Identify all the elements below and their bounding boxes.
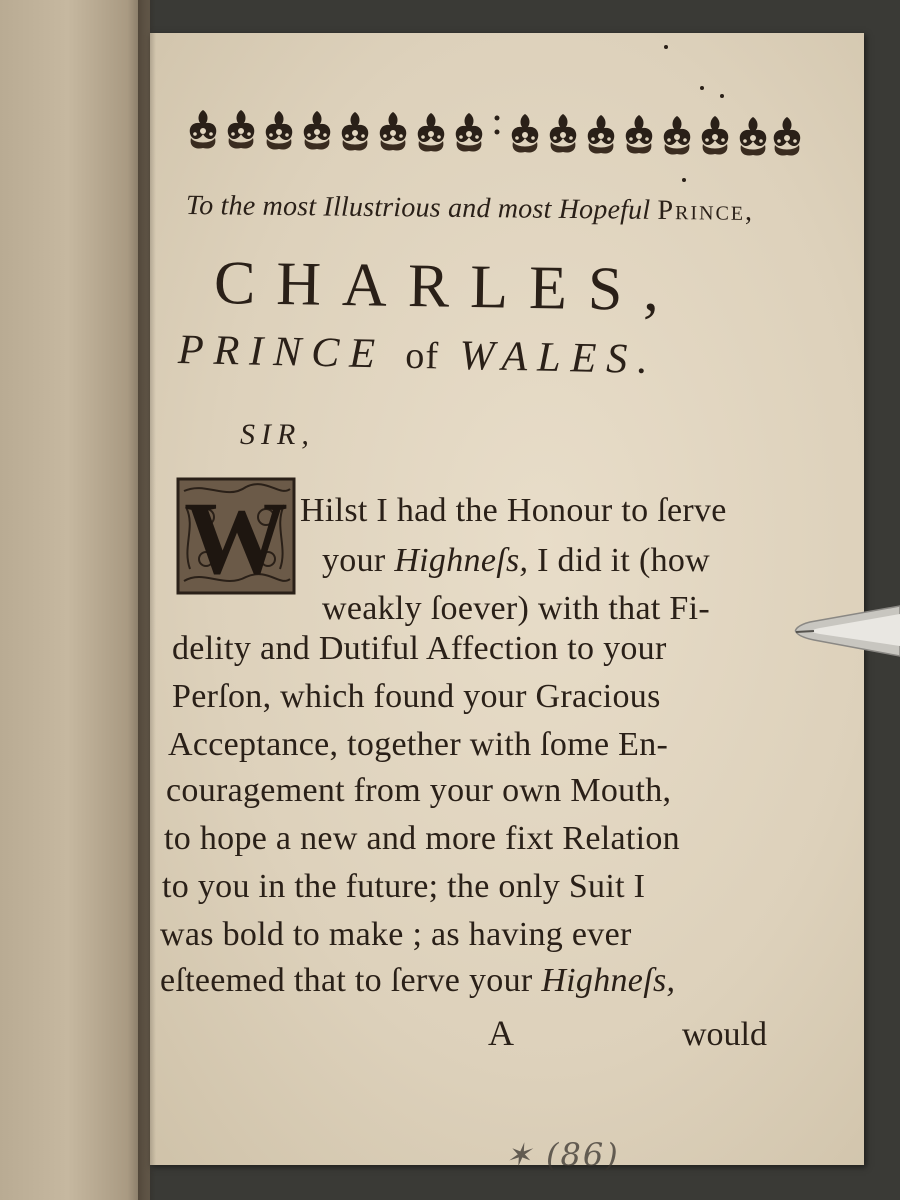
ink-speck <box>720 94 724 98</box>
title-wales: WALES. <box>459 332 659 384</box>
pencil-annotation: ✶ (86) <box>505 1136 620 1174</box>
body-line-10: was bold to make ; as having ever <box>160 916 632 953</box>
dedication-prince: Prince, <box>657 194 755 227</box>
body-line-7: couragement from your own Mouth, <box>166 772 672 809</box>
body-line-5: Perſon, which found your Gracious <box>172 678 661 715</box>
body-line-2-prefix: your <box>322 542 395 579</box>
body-line-2 <box>322 542 710 580</box>
body-line-2-suffix: I did it (how <box>528 542 711 579</box>
pointer-needle-icon <box>790 598 900 664</box>
body-line-3: weakly ſoever) with that Fi- <box>322 590 710 627</box>
body-line-11-prefix: eſteemed that to ſerve your <box>160 962 542 999</box>
salutation: SIR, <box>240 418 315 451</box>
body-line-6: Acceptance, together with ſome En- <box>168 726 669 763</box>
title-prince: PRINCE <box>177 327 386 378</box>
name-heading: CHARLES, <box>213 249 681 325</box>
body-line-4: delity and Dutiful Affection to your <box>172 630 667 667</box>
body-line-11-italic: Highneſs, <box>541 962 676 999</box>
dedication-line <box>186 190 754 228</box>
body-line-9: to you in the future; the only Suit I <box>162 868 646 905</box>
body-line-2-italic: Highneſs, <box>394 542 529 579</box>
dedication-prefix: To the most Illustrious and most Hopeful <box>185 190 651 226</box>
ink-speck <box>664 45 668 49</box>
fleuron-icon <box>185 98 805 162</box>
title-of: of <box>404 334 440 378</box>
ink-speck <box>682 178 686 182</box>
title-line <box>177 326 658 384</box>
body-line-8: to hope a new and more fixt Relation <box>164 820 680 857</box>
decorated-initial <box>176 477 296 595</box>
dropcap-letter: W <box>184 481 288 595</box>
catchword: would <box>682 1016 767 1053</box>
ink-speck <box>700 86 704 90</box>
gutter-shadow <box>138 0 156 1200</box>
left-page <box>0 0 150 1200</box>
body-line-11 <box>160 962 675 1000</box>
signature-mark: A <box>488 1013 514 1053</box>
fleuron-ornament-band <box>185 98 805 162</box>
body-line-1: Hilst I had the Honour to ſerve <box>300 492 727 529</box>
